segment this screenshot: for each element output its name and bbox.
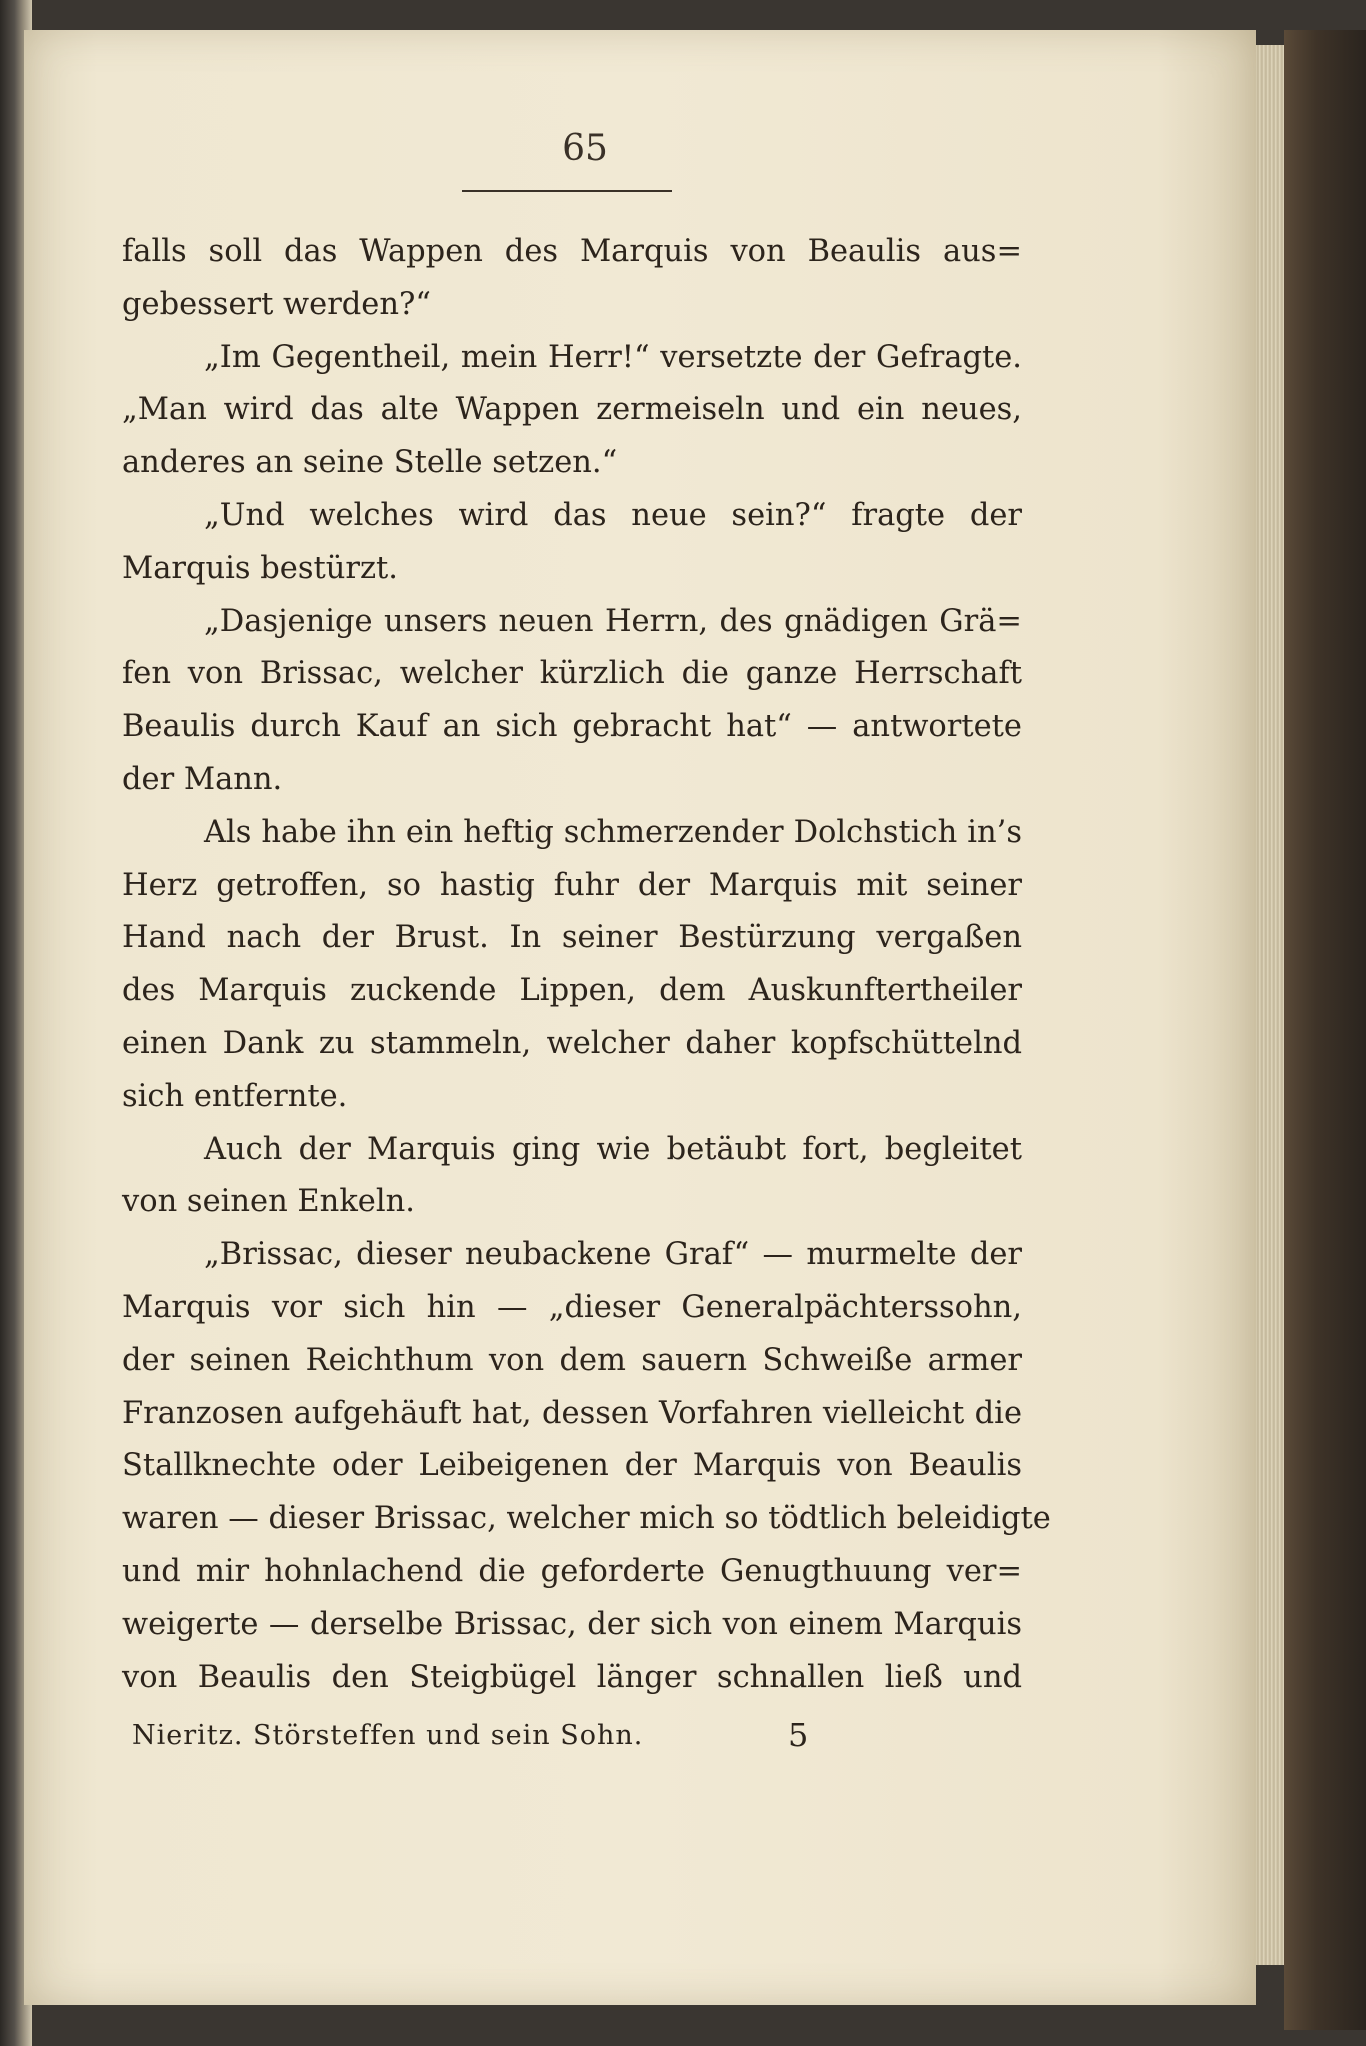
page-footer [122, 1712, 1022, 1764]
text-line: der Mann. [122, 761, 283, 797]
page-number: 65 [562, 128, 608, 169]
text-line: waren — dieser Brissac, welcher mich so tödtlich beleidigte [122, 1501, 1051, 1537]
text-line: Hand nach der Brust. In seiner Bestürzung vergaßen [122, 920, 1022, 956]
text-line: einen Dank zu stammeln, welcher daher kopfschüttelnd [122, 1025, 1022, 1061]
text-line: Stallknechte oder Leibeigenen der Marquis von Beaulis [122, 1448, 1022, 1484]
text-line: falls soll das Wappen des Marquis von Beaulis aus= [122, 234, 1022, 269]
text-line: „Dasjenige unsers neuen Herrn, des gnädigen Grä= [204, 603, 1022, 639]
text-line: weigerte — derselbe Brissac, der sich von einem Marquis [122, 1606, 1022, 1642]
text-line: „Im Gegentheil, mein Herr!“ versetzte der Gefragte. [204, 339, 1022, 375]
page-fore-edge [1256, 45, 1284, 1965]
text-line: Marquis vor sich hin — „dieser Generalpächterssohn, [122, 1289, 1022, 1325]
text-line: „Und welches wird das neue sein?“ fragte der [204, 497, 1022, 533]
text-line: Herz getroffen, so hastig fuhr der Marquis mit seiner [122, 867, 1022, 903]
text-line: gebessert werden?“ [122, 286, 431, 322]
text-line: „Brissac, dieser neubackene Graf“ — murmelte der [204, 1237, 1022, 1273]
text-line: der seinen Reichthum von dem sauern Schweiße armer [122, 1342, 1022, 1378]
text-line: von Beaulis den Steigbügel länger schnallen ließ und [122, 1659, 1022, 1695]
header-rule [462, 190, 672, 192]
book-cover-edge [1284, 30, 1366, 2030]
text-line: des Marquis zuckende Lippen, dem Auskunftertheiler [122, 973, 1022, 1009]
text-line: Auch der Marquis ging wie betäubt fort, begleitet [204, 1131, 1022, 1167]
text-line: „Man wird das alte Wappen zermeiseln und ein neues, [122, 392, 1022, 428]
text-line: Als habe ihn ein heftig schmerzender Dolchstich in’s [204, 814, 1022, 850]
text-line: Beaulis durch Kauf an sich gebracht hat“ — antwortete [122, 709, 1022, 745]
text-line: Franzosen aufgehäuft hat, dessen Vorfahren vielleicht die [122, 1395, 1022, 1431]
signature-number: 5 [788, 1716, 809, 1754]
text-line: fen von Brissac, welcher kürzlich die ganze Herrschaft [122, 656, 1022, 692]
text-line: anderes an seine Stelle setzen.“ [122, 445, 618, 481]
body-text [122, 226, 1051, 1704]
printer-signature: Nieritz. Störsteffen und sein Sohn. [132, 1720, 644, 1751]
text-line: und mir hohnlachend die geforderte Genugthuung ver= [122, 1553, 1022, 1589]
text-line: sich entfernte. [122, 1078, 348, 1114]
text-line: Marquis bestürzt. [122, 550, 398, 586]
text-line: von seinen Enkeln. [122, 1184, 415, 1220]
